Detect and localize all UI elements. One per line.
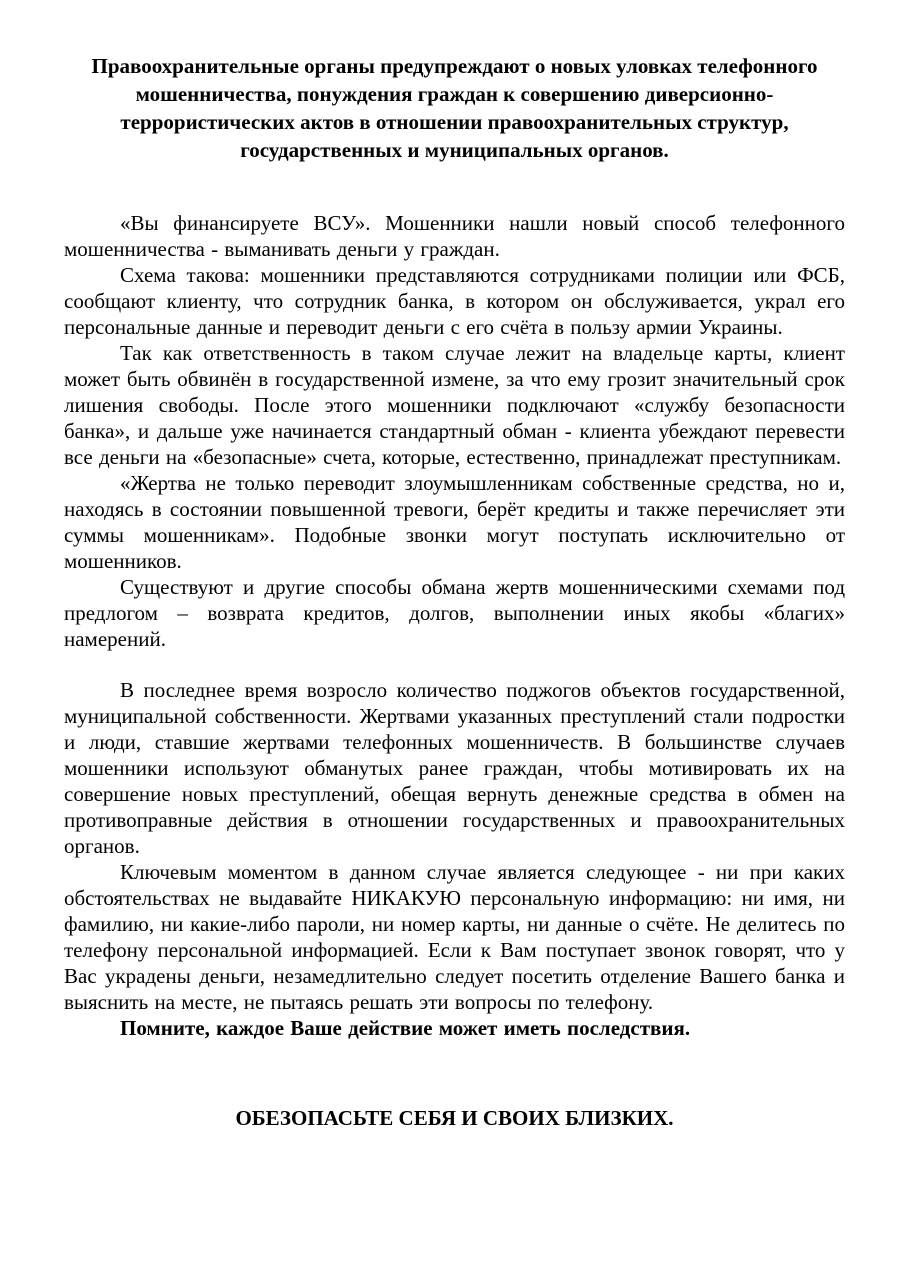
- paragraph-7: Ключевым моментом в данном случае является следующее - ни при каких обстоятельствах не выдавайте НИКАКУЮ персональную информацию: ни имя, ни фамилию, ни какие-либо пароли, ни номер карты, ни данные о счёте. Не делитесь по телефону персональной информацией. Если к Вам поступает звонок говорят, что у Вас украдены деньги, незамедлительно следует посетить отделение Вашего банка и выяснить на месте, не пытаясь решать эти вопросы по телефону.: [64, 860, 845, 1014]
- paragraph-4: «Жертва не только переводит злоумышленникам собственные средства, но и, находясь в состоянии повышенной тревоги, берёт кредиты и также перечисляет эти суммы мошенникам». Подобные звонки могут поступать исключительно от мошенников.: [64, 471, 845, 573]
- footer-slogan: ОБЕЗОПАСЬТЕ СЕБЯ И СВОИХ БЛИЗКИХ.: [235, 1106, 674, 1130]
- paragraph-6: В последнее время возросло количество поджогов объектов государственной, муниципальной собственности. Жертвами указанных преступлений стали подростки и люди, ставшие жертвами телефонных мошенничеств. В большинстве случаев мошенники используют обманутых ранее граждан, чтобы мотивировать их на совершение новых преступлений, обещая вернуть денежные средства в обмен на противоправные действия в отношении государственных и правоохранительных органов.: [64, 678, 845, 858]
- paragraph-3: Так как ответственность в таком случае лежит на владельце карты, клиент может быть обвинён в государственной измене, за что ему грозит значительный срок лишения свободы. После этого мошенники подключают «службу безопасности банка», и дальше уже начинается стандартный обман - клиента убеждают перевести все деньги на «безопасные» счета, которые, естественно, принадлежат преступникам.: [64, 341, 845, 469]
- paragraph-block-gap: [64, 652, 845, 677]
- document-title: Правоохранительные органы предупреждают о новых уловках телефонного мошенничества, понуждения граждан к совершению диверсионно-террористических актов в отношении правоохранительных структур, государственных и муниципальных органов.: [91, 54, 818, 162]
- paragraph-5: Существуют и другие способы обмана жертв мошенническими схемами под предлогом – возврата кредитов, долгов, выполнении иных якобы «благих» намерений.: [64, 575, 845, 651]
- paragraph-2: Схема такова: мошенники представляются сотрудниками полиции или ФСБ, сообщают клиенту, что сотрудник банка, в котором он обслуживается, украл его персональные данные и переводит деньги с его счёта в пользу армии Украины.: [64, 263, 845, 339]
- reminder-line: Помните, каждое Ваше действие может иметь последствия.: [120, 1016, 691, 1040]
- paragraph-1: «Вы финансируете ВСУ». Мошенники нашли новый способ телефонного мошенничества - выманивать деньги у граждан.: [64, 211, 845, 261]
